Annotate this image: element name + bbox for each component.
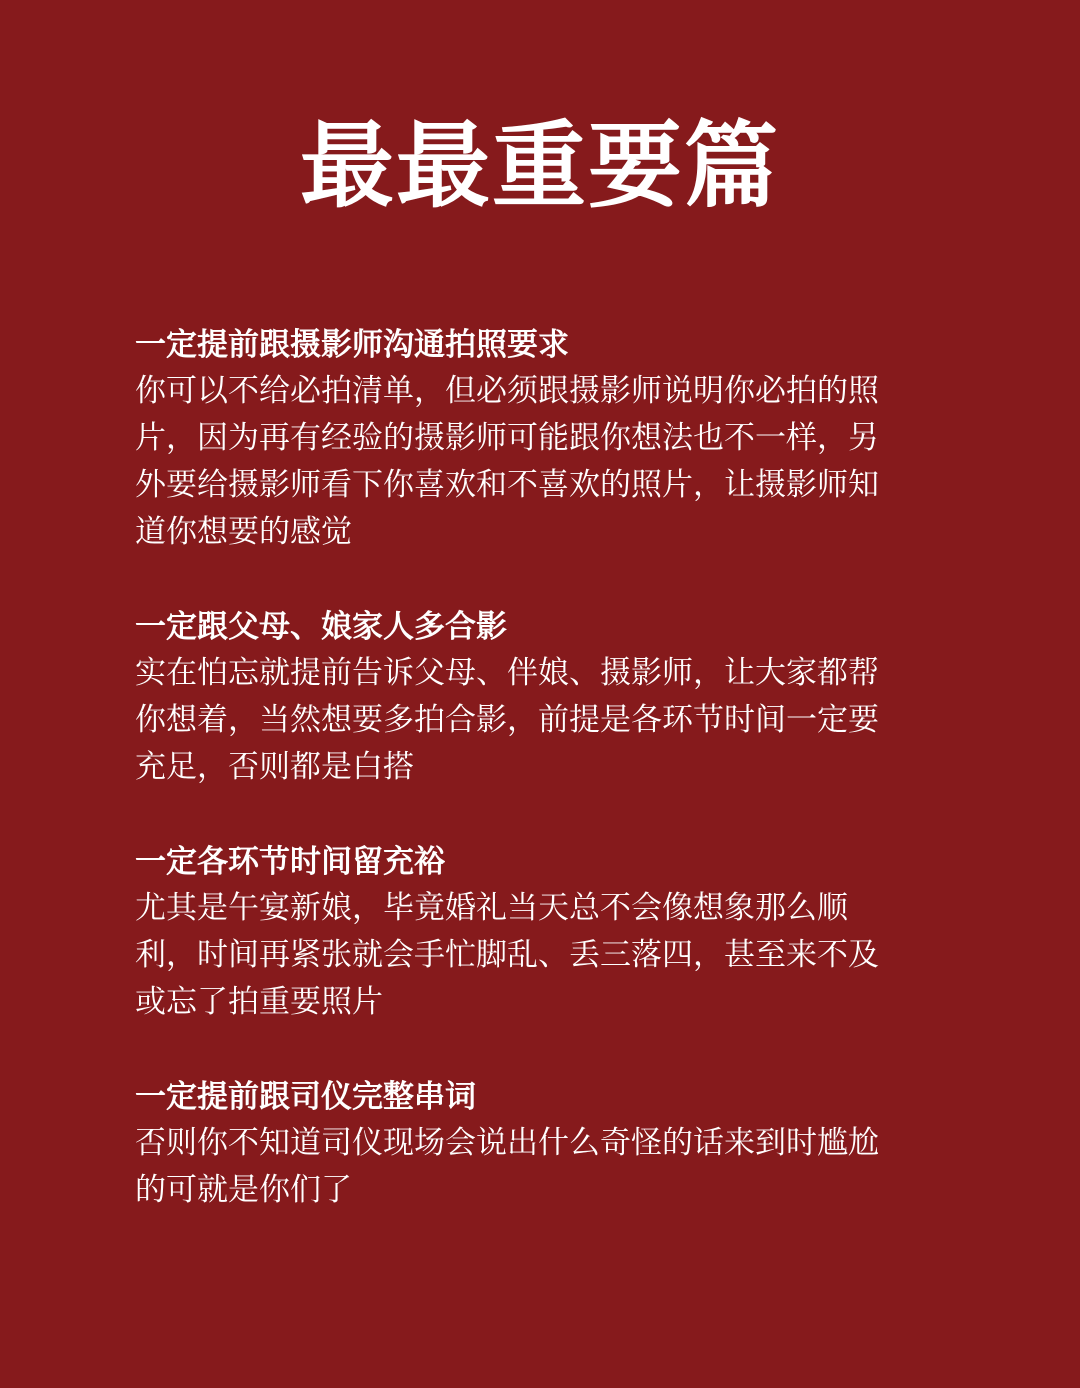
tip-body-line: 外要给摄影师看下你喜欢和不喜欢的照片，让摄影师知 (135, 467, 879, 503)
tip-heading: 一定提前跟摄影师沟通拍照要求 (135, 327, 569, 363)
tip-body-line: 道你想要的感觉 (135, 514, 352, 550)
tip-body (135, 650, 945, 791)
tip-section (135, 604, 945, 791)
tip-body-line: 你可以不给必拍清单，但必须跟摄影师说明你必拍的照 (135, 373, 879, 409)
tip-heading: 一定各环节时间留充裕 (135, 844, 445, 880)
tip-body (135, 885, 945, 1026)
tip-body-line: 片，因为再有经验的摄影师可能跟你想法也不一样，另 (135, 420, 879, 456)
tip-body-line: 否则你不知道司仪现场会说出什么奇怪的话来到时尴尬 (135, 1125, 879, 1161)
tip-body-line: 尤其是午宴新娘，毕竟婚礼当天总不会像想象那么顺 (135, 890, 848, 926)
tip-section (135, 839, 945, 1026)
tip-body (135, 1120, 945, 1214)
tip-heading: 一定提前跟司仪完整串词 (135, 1079, 476, 1115)
tip-body-line: 或忘了拍重要照片 (135, 984, 383, 1020)
page-title: 最最重要篇 (299, 112, 780, 221)
tip-body-line: 充足，否则都是白搭 (135, 749, 414, 785)
tip-body-line: 你想着，当然想要多拍合影，前提是各环节时间一定要 (135, 702, 879, 738)
tip-body (135, 368, 945, 556)
tip-heading: 一定跟父母、娘家人多合影 (135, 609, 507, 645)
tip-body-line: 实在怕忘就提前告诉父母、伴娘、摄影师，让大家都帮 (135, 655, 879, 691)
tip-body-line: 利，时间再紧张就会手忙脚乱、丢三落四，甚至来不及 (135, 937, 879, 973)
tip-body-line: 的可就是你们了 (135, 1172, 352, 1208)
tip-section (135, 1074, 945, 1214)
tip-section (135, 322, 945, 556)
